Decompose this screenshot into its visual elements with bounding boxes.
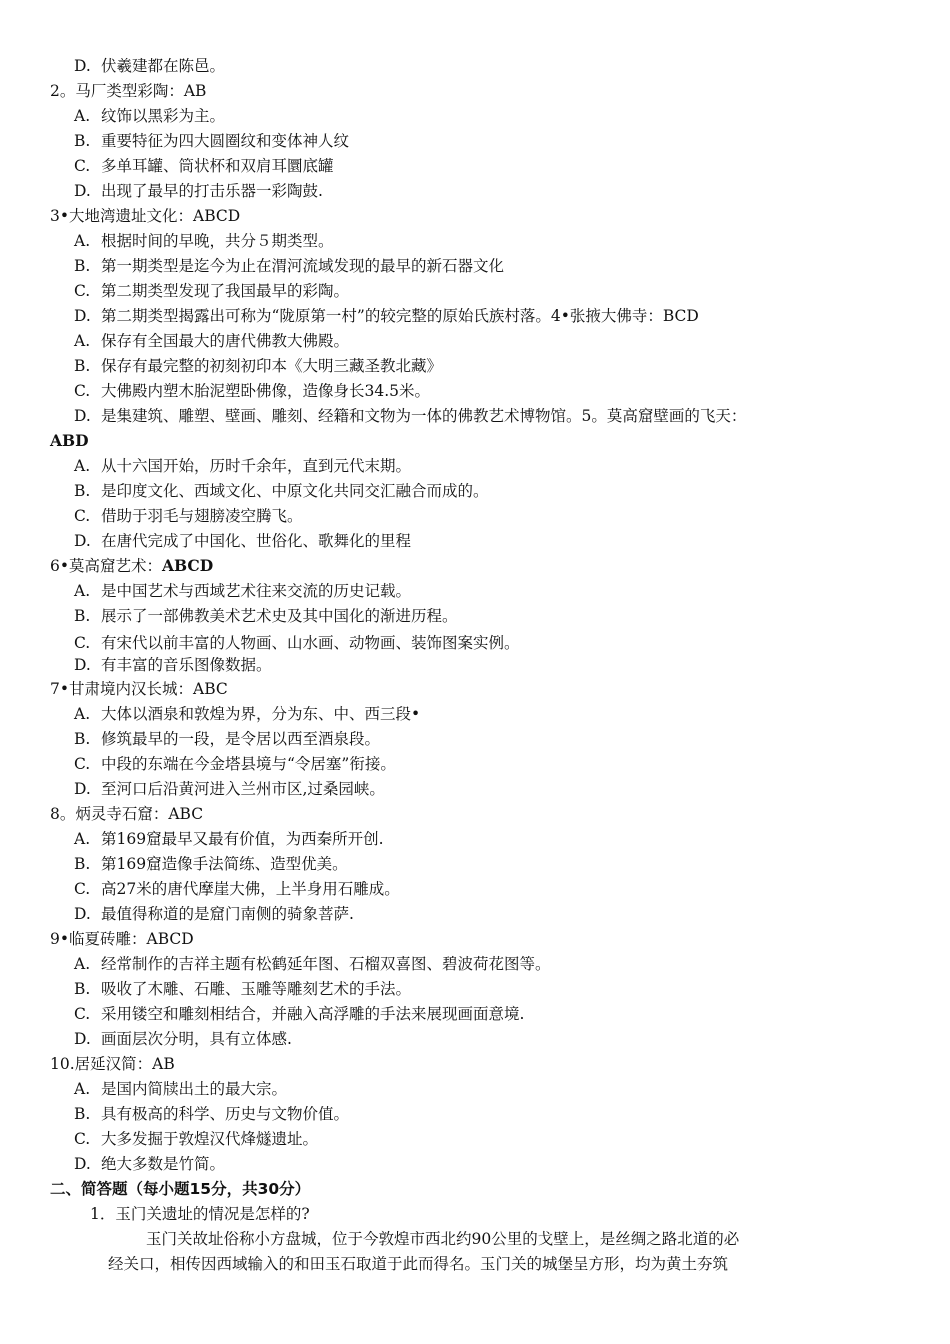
option-q4-b bbox=[74, 356, 442, 376]
option-text: 第169窟最早又最有价值，为西秦所开创. bbox=[101, 830, 384, 848]
option-q3-c bbox=[74, 281, 349, 301]
option-text: 采用镂空和雕刻相结合，并融入高浮雕的手法来展现画面意境. bbox=[101, 1005, 525, 1023]
option-label: B. bbox=[74, 132, 91, 150]
option-label: A. bbox=[74, 232, 91, 250]
section-heading: 二、简答题（每小题15分，共30分） bbox=[50, 1180, 311, 1198]
option-label: B. bbox=[74, 257, 91, 275]
option-text: 是国内简牍出土的最大宗。 bbox=[101, 1080, 288, 1098]
option-q5-a bbox=[74, 456, 411, 476]
question-6-title bbox=[50, 556, 213, 576]
question-8-title: 8。炳灵寺石窟：ABC bbox=[50, 805, 204, 823]
option-text: 大多发掘于敦煌汉代烽燧遗址。 bbox=[101, 1130, 319, 1148]
option-label: B. bbox=[74, 357, 91, 375]
option-q6-a bbox=[74, 581, 411, 601]
option-text: 展示了一部佛教美术艺术史及其中国化的渐进历程。 bbox=[101, 607, 458, 625]
option-label: B. bbox=[74, 482, 91, 500]
option-label: D. bbox=[74, 905, 91, 923]
option-label: A. bbox=[74, 830, 91, 848]
option-label: C. bbox=[74, 1130, 91, 1148]
option-label: D. bbox=[74, 532, 91, 550]
option-label: A. bbox=[74, 332, 91, 350]
option-text: 借助于羽毛与翅膀凌空腾飞。 bbox=[101, 507, 303, 525]
option-q6-c bbox=[74, 633, 520, 653]
option-text: 从十六国开始，历时千余年，直到元代末期。 bbox=[101, 457, 412, 475]
question-10-title: 10.居延汉简：AB bbox=[50, 1055, 175, 1073]
option-q3-b bbox=[74, 256, 504, 276]
option-q2-c bbox=[74, 156, 334, 176]
option-q6-b bbox=[74, 606, 458, 626]
option-text: 是集建筑、雕塑、壁画、雕刻、经籍和文物为一体的佛教艺术博物馆。5。莫高窟壁画的飞天： bbox=[101, 407, 747, 425]
option-text: 具有极高的科学、历史与文物价值。 bbox=[101, 1105, 350, 1123]
option-text: 吸收了木雕、石雕、玉雕等雕刻艺术的手法。 bbox=[101, 980, 412, 998]
option-label: C. bbox=[74, 880, 91, 898]
option-text: 最值得称道的是窟门南侧的骑象菩萨. bbox=[101, 905, 354, 923]
option-text: 伏羲建都在陈邑。 bbox=[101, 57, 226, 75]
option-q10-c bbox=[74, 1129, 318, 1149]
option-q8-b bbox=[74, 854, 348, 874]
option-q5-c bbox=[74, 506, 303, 526]
answer-paragraph-line: 玉门关故址俗称小方盘城，位于今敦煌市西北约90公里的戈壁上，是丝绸之路北道的必 bbox=[146, 1230, 740, 1248]
option-q8-c bbox=[74, 879, 400, 899]
option-label: A. bbox=[74, 107, 91, 125]
option-q5-d bbox=[74, 531, 411, 551]
option-q2-a bbox=[74, 106, 225, 126]
option-q2-b bbox=[74, 131, 349, 151]
option-q7-d bbox=[74, 779, 385, 799]
option-q9-a bbox=[74, 954, 551, 974]
option-text: 出现了最早的打击乐器一彩陶鼓. bbox=[101, 182, 323, 200]
option-q6-d bbox=[74, 655, 272, 675]
option-label: D. bbox=[74, 656, 91, 674]
option-text: 第一期类型是迄今为止在渭河流域发现的最早的新石器文化 bbox=[101, 257, 505, 275]
option-label: C. bbox=[74, 282, 91, 300]
question-answer: ABCD bbox=[162, 556, 214, 575]
option-q7-c bbox=[74, 754, 396, 774]
question-9-title: 9•临夏砖雕：ABCD bbox=[50, 930, 194, 948]
option-text: 根据时间的早晚，共分５期类型。 bbox=[101, 232, 334, 250]
option-text: 中段的东端在今金塔县境与“令居塞”衔接。 bbox=[101, 755, 396, 773]
option-q9-b bbox=[74, 979, 411, 999]
option-q10-b bbox=[74, 1104, 349, 1124]
option-text: 第二期类型发现了我国最早的彩陶。 bbox=[101, 282, 350, 300]
option-text: 是中国艺术与西域艺术往来交流的历史记载。 bbox=[101, 582, 412, 600]
question-7-title: 7•甘肃境内汉长城：ABC bbox=[50, 680, 228, 698]
option-text: 修筑最早的一段，是令居以西至酒泉段。 bbox=[101, 730, 381, 748]
option-q9-c bbox=[74, 1004, 524, 1024]
option-text: 保存有全国最大的唐代佛教大佛殿。 bbox=[101, 332, 350, 350]
option-text: 高27米的唐代摩崖大佛，上半身用石雕成。 bbox=[101, 880, 400, 898]
option-label: D. bbox=[74, 182, 91, 200]
option-label: A. bbox=[74, 582, 91, 600]
option-label: D. bbox=[74, 1030, 91, 1048]
option-text: 第二期类型揭露出可称为“陇原第一村”的较完整的原始氏族村落。4•张掖大佛寺：BCD bbox=[101, 307, 699, 325]
question-title-text: 6•莫高窟艺术： bbox=[50, 557, 163, 575]
option-text: 多单耳罐、筒状杯和双肩耳圜底罐 bbox=[101, 157, 334, 175]
answer-paragraph-line: 经关口，相传因西域输入的和田玉石取道于此而得名。玉门关的城堡呈方形，均为黄土夯筑 bbox=[108, 1255, 729, 1273]
option-q4-c bbox=[74, 381, 430, 401]
option-q3-a bbox=[74, 231, 334, 251]
option-label: C. bbox=[74, 382, 91, 400]
option-label: C. bbox=[74, 157, 91, 175]
option-q5-b bbox=[74, 481, 489, 501]
option-label: B. bbox=[74, 855, 91, 873]
option-text: 重要特征为四大圆圈纹和变体神人纹 bbox=[101, 132, 350, 150]
option-text: 经常制作的吉祥主题有松鹤延年图、石榴双喜图、碧波荷花图等。 bbox=[101, 955, 551, 973]
option-label: D. bbox=[74, 407, 91, 425]
question-5-answer: ABD bbox=[50, 431, 89, 450]
option-label: A. bbox=[74, 955, 91, 973]
option-label: C. bbox=[74, 755, 91, 773]
option-label: B. bbox=[74, 607, 91, 625]
option-text: 大佛殿内塑木胎泥塑卧佛像，造像身长34.5米。 bbox=[101, 382, 431, 400]
option-text: 是印度文化、西域文化、中原文化共同交汇融合而成的。 bbox=[101, 482, 489, 500]
option-text: 有宋代以前丰富的人物画、山水画、动物画、装饰图案实例。 bbox=[101, 634, 520, 652]
option-label: D. bbox=[74, 57, 91, 75]
option-label: D. bbox=[74, 1155, 91, 1173]
option-label: A. bbox=[74, 1080, 91, 1098]
option-label: B. bbox=[74, 980, 91, 998]
option-text: 在唐代完成了中国化、世俗化、歌舞化的里程 bbox=[101, 532, 412, 550]
option-label: D. bbox=[74, 780, 91, 798]
option-q10-d bbox=[74, 1154, 225, 1174]
question-3-title: 3•大地湾遗址文化：ABCD bbox=[50, 207, 241, 225]
option-text: 大体以酒泉和敦煌为界，分为东、中、西三段• bbox=[101, 705, 421, 723]
option-text: 有丰富的音乐图像数据。 bbox=[101, 656, 272, 674]
option-q8-a bbox=[74, 829, 384, 849]
option-q9-d bbox=[74, 1029, 292, 1049]
option-label: D. bbox=[74, 307, 91, 325]
option-text: 至河口后沿黄河进入兰州市区,过桑园峡。 bbox=[101, 780, 385, 798]
option-label: B. bbox=[74, 1105, 91, 1123]
option-label: C. bbox=[74, 507, 91, 525]
option-text: 第169窟造像手法简练、造型优美。 bbox=[101, 855, 348, 873]
option-text: 绝大多数是竹简。 bbox=[101, 1155, 226, 1173]
option-q4-a bbox=[74, 331, 349, 351]
option-text: 保存有最完整的初刻初印本《大明三藏圣教北藏》 bbox=[101, 357, 443, 375]
question-2-title: 2。马厂类型彩陶：AB bbox=[50, 82, 207, 100]
option-label: B. bbox=[74, 730, 91, 748]
short-answer-question-1: 1．玉门关遗址的情况是怎样的? bbox=[90, 1205, 310, 1223]
option-q8-d bbox=[74, 904, 354, 924]
option-text: 纹饰以黑彩为主。 bbox=[101, 107, 226, 125]
option-q7-b bbox=[74, 729, 380, 749]
option-q2-d bbox=[74, 181, 323, 201]
option-label: A. bbox=[74, 705, 91, 723]
option-label: C. bbox=[74, 634, 91, 652]
option-q1-d bbox=[74, 56, 225, 76]
option-q10-a bbox=[74, 1079, 287, 1099]
option-q3-d bbox=[74, 306, 699, 326]
option-text: 画面层次分明，具有立体感. bbox=[101, 1030, 292, 1048]
option-label: C. bbox=[74, 1005, 91, 1023]
option-q7-a bbox=[74, 704, 420, 724]
option-label: A. bbox=[74, 457, 91, 475]
option-q4-d bbox=[74, 406, 746, 426]
